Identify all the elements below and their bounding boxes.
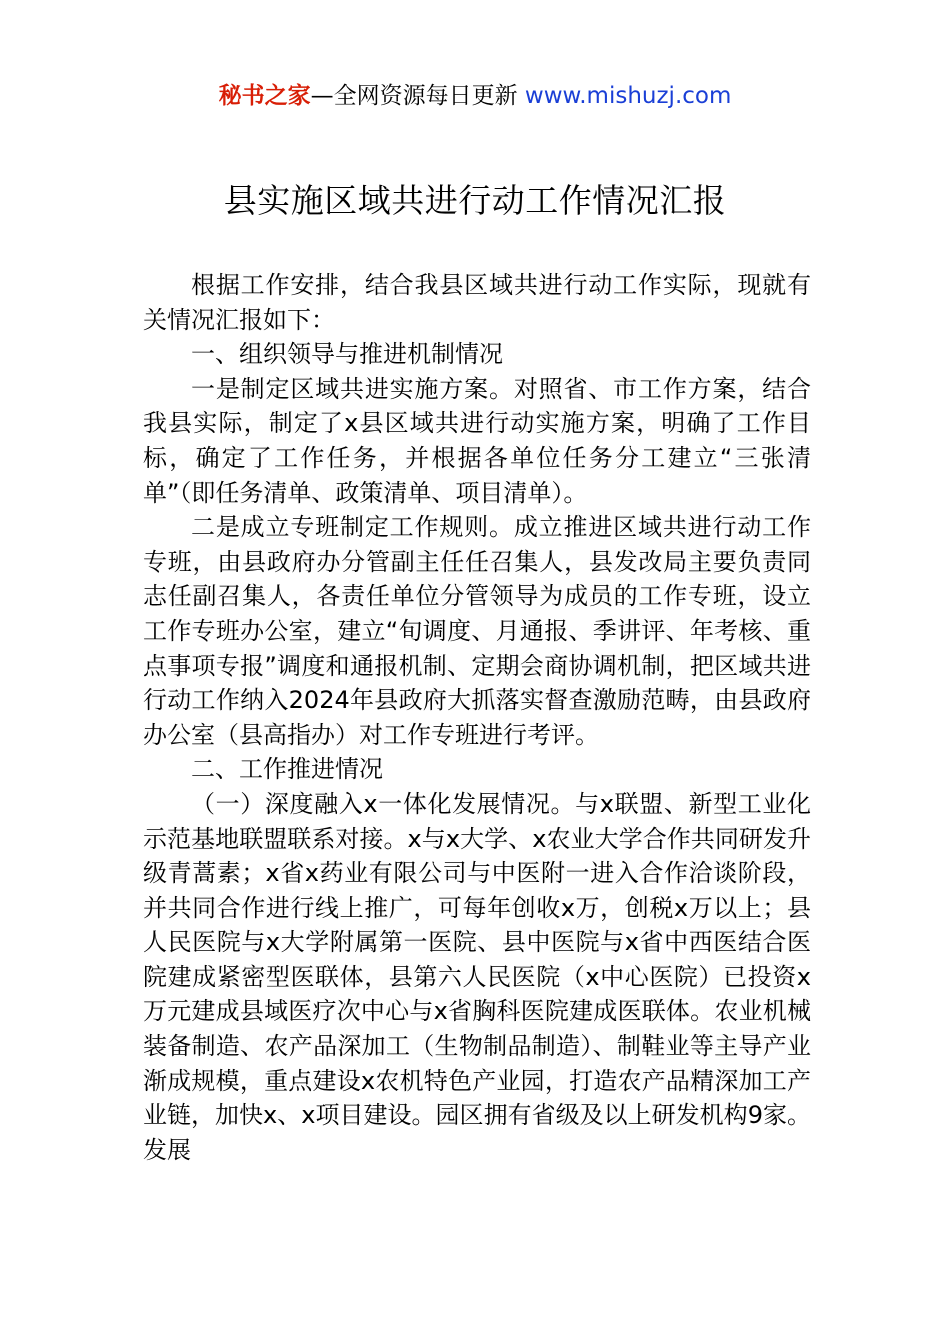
site-tagline: —全网资源每日更新 <box>310 83 525 109</box>
paragraph-task-force: 二是成立专班制定工作规则。成立推进区域共进行动工作专班，由县政府办分管副主任任召集人，县发改局主要负责同志任副召集人，各责任单位分管领导为成员的工作专班，设立工作专班办公室，建立“旬调度、月通报、季讲评、年考核、重点事项专报”调度和通报机制、定期会商协调机制，把区域共进行动工作纳入2024年县政府大抓落实督查激励范畴，由县政府办公室（县高指办）对工作专班进行考评。 <box>143 513 811 749</box>
site-brand: 秘书之家 <box>218 83 311 109</box>
section-heading-1: 一、组织领导与推进机制情况 <box>191 340 503 369</box>
site-url-link[interactable]: www.mishuzj.com <box>524 83 732 109</box>
paragraph-intro: 根据工作安排，结合我县区域共进行动工作实际，现就有关情况汇报如下： <box>143 271 811 334</box>
paragraph-integration: （一）深度融入x一体化发展情况。与x联盟、新型工业化示范基地联盟联系对接。x与x大学、x农业大学合作共同研发升级青蒿素；x省x药业有限公司与中医附一进入合作洽谈阶段，并共同合作进行线上推广，可每年创收x万，创税x万以上；县人民医院与x大学附属第一医院、县中医院与x省中西医结合医院建成紧密型医联体，县第六人民医院（x中心医院）已投资x万元建成县域医疗次中心与x省胸科医院建成医联体。农业机械装备制造、农产品深加工（生物制品制造）、制鞋业等主导产业渐成规模，重点建设x农机特色产业园，打造农产品精深加工产业链，加快x、x项目建设。园区拥有省级及以上研发机构9家。发展 <box>143 789 811 1164</box>
paragraph-plan: 一是制定区域共进实施方案。对照省、市工作方案，结合我县实际，制定了x县区域共进行动实施方案，明确了工作目标，确定了工作任务，并根据各单位任务分工建立“三张清单”（即任务清单、政策清单、项目清单）。 <box>143 374 811 507</box>
document-title: 县实施区域共进行动工作情况汇报 <box>223 181 727 220</box>
document-body <box>143 268 811 1167</box>
site-header <box>0 78 950 114</box>
section-heading-2: 二、工作推进情况 <box>191 755 383 784</box>
